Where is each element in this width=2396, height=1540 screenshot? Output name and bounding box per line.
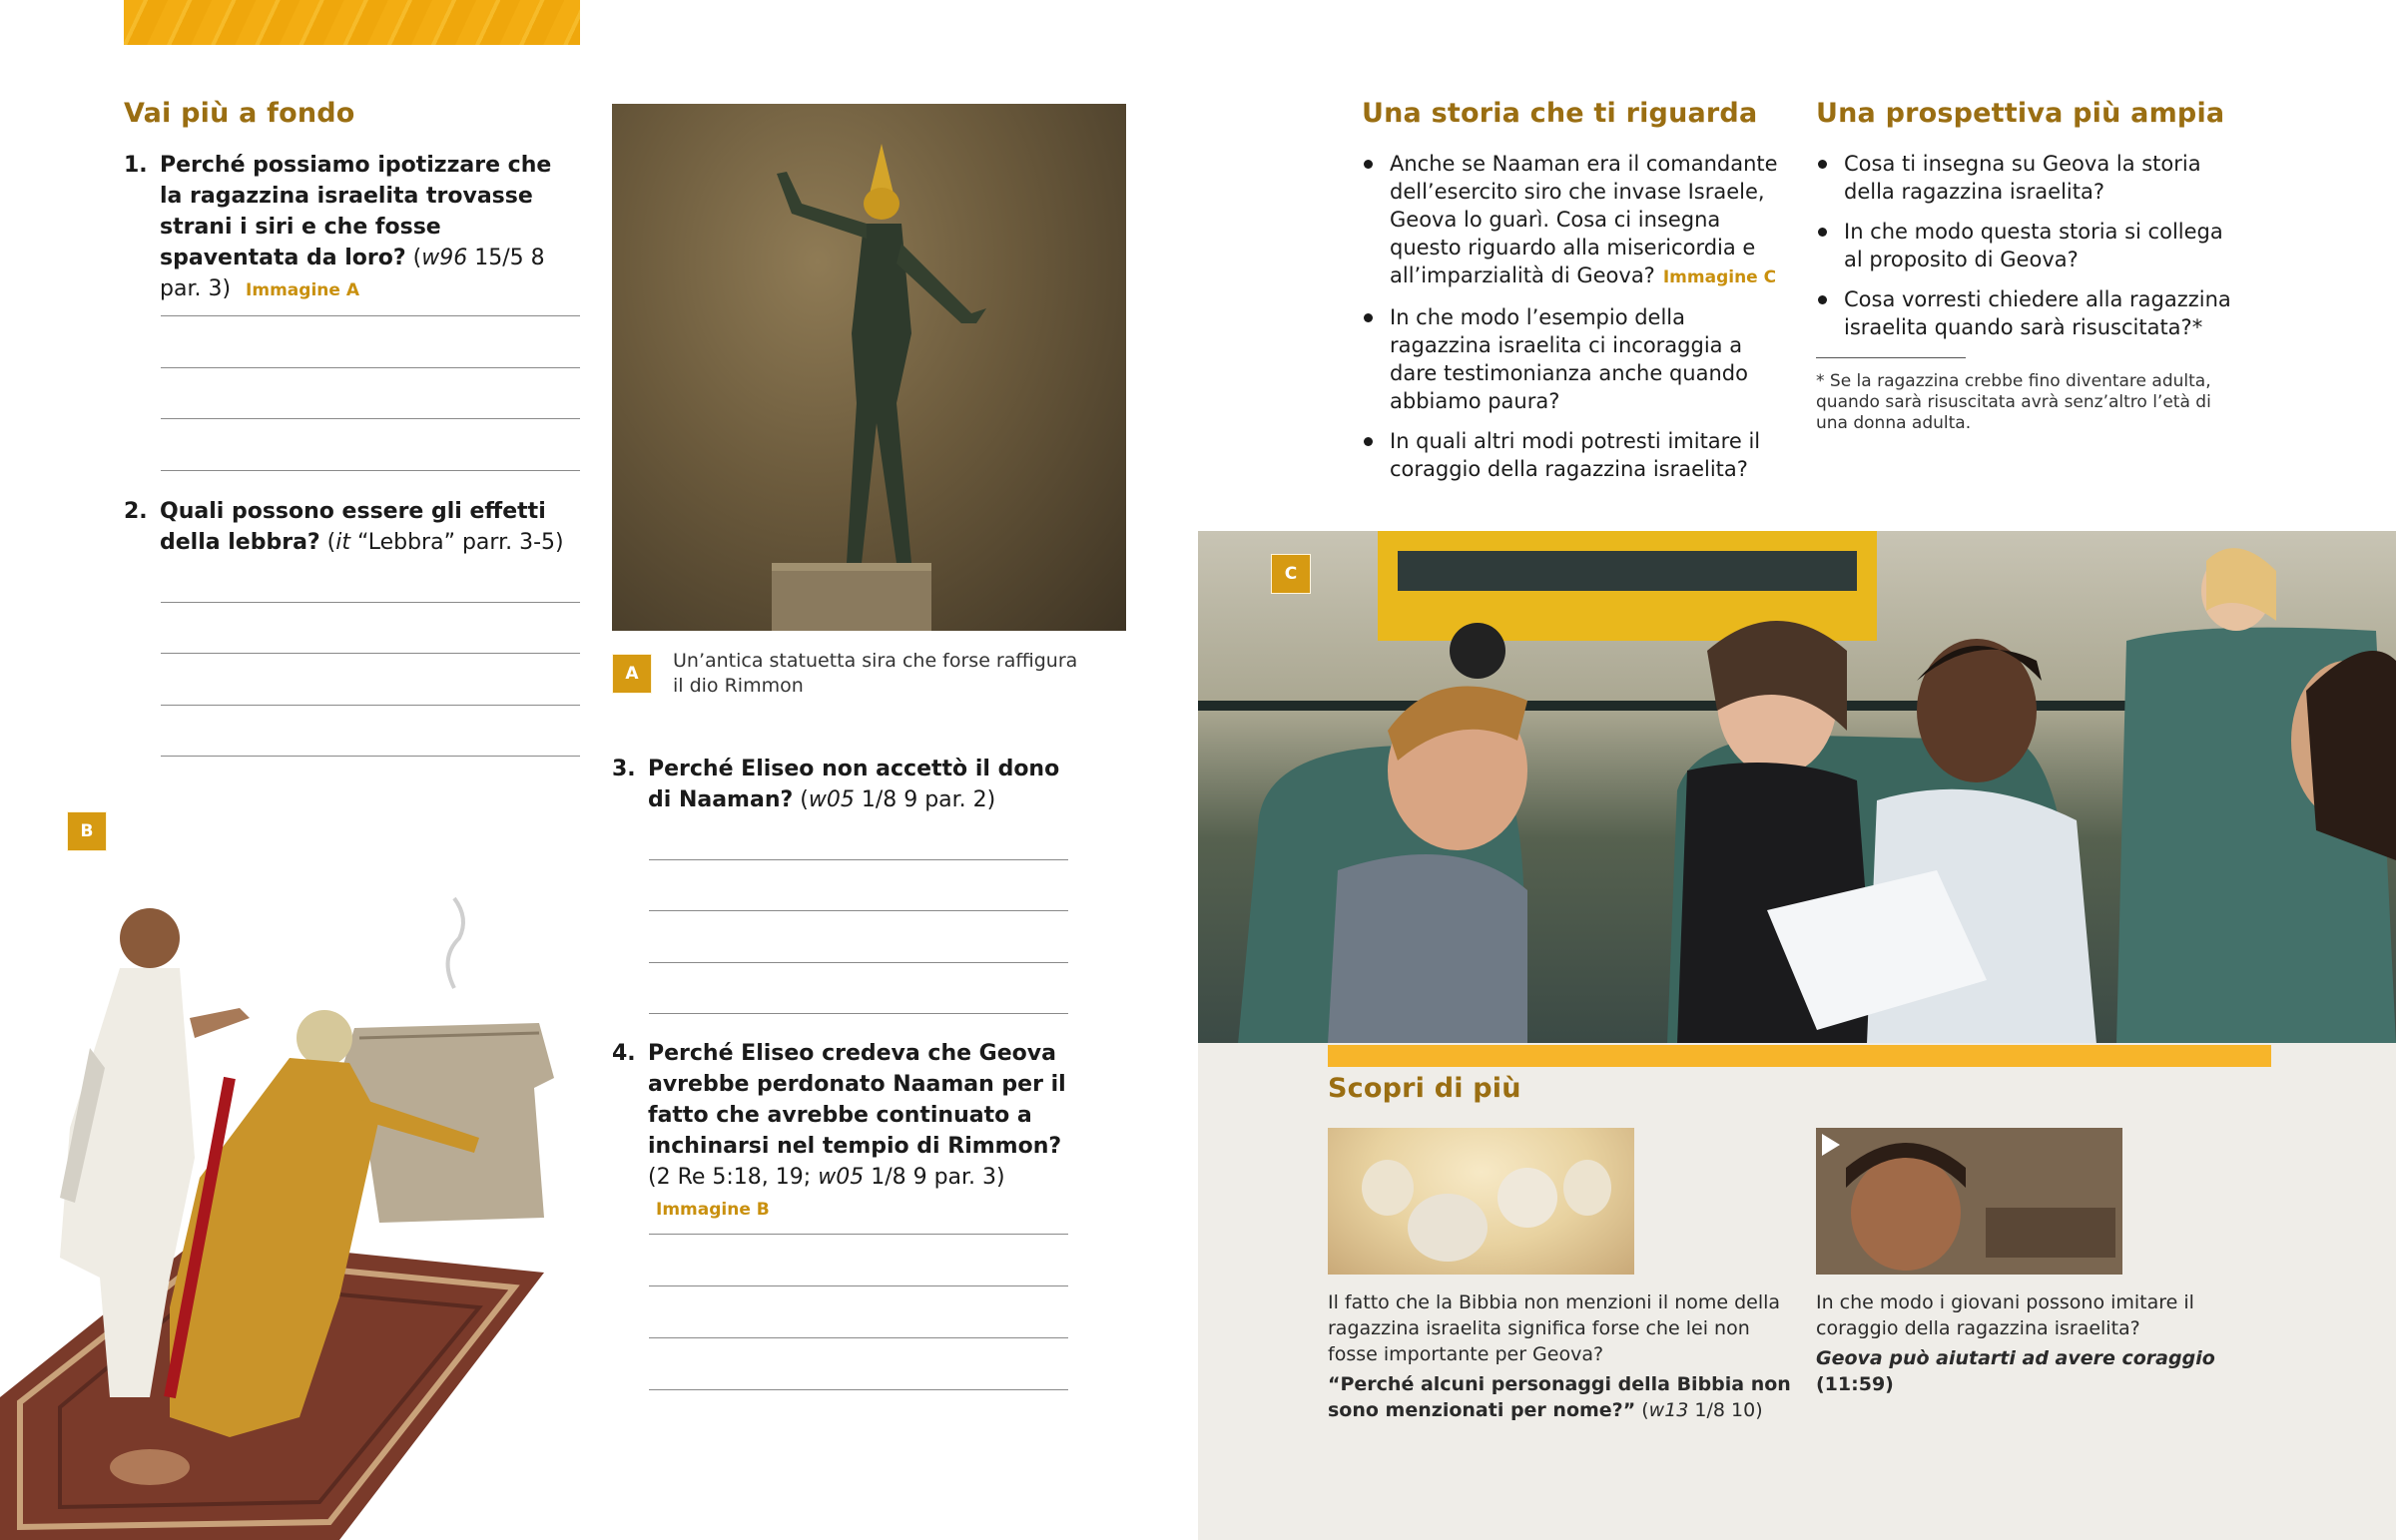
scopri-question: Il fatto che la Bibbia non menzioni il nome della ragazzina israelita significa forse che lei non fosse importante per Geova? [1328,1291,1781,1365]
question-number: 1. [124,153,148,178]
question-text: Perché possiamo ipotizzare che la ragazzina israelita trovasse strani i siri e che fosse spaventata da loro? [160,153,552,270]
section-heading-storia: Una storia che ti riguarda [1362,98,1758,129]
school-bus-photo [1198,531,2396,1044]
question-2: 2. Quali possono essere gli effetti della lebbra? (it “Lebbra” parr. 3-5) [124,496,583,558]
answer-line[interactable] [161,602,580,603]
image-reference: Immagine B [656,1200,770,1220]
answer-line[interactable] [649,910,1068,911]
answer-line[interactable] [649,859,1068,860]
video-art [1816,1128,2122,1275]
answer-line[interactable] [649,1337,1068,1338]
question-4: 4. Perché Eliseo credeva che Geova avrebbe perdonato Naaman per il fatto che avrebbe continuato a inchinarsi nel tempio di Rimmon? (2 Re 5:18, 19; w05 1/8 9 par. 3) Immagine B [612,1038,1081,1226]
image-tag-a: A [612,654,652,694]
answer-line[interactable] [649,1285,1068,1286]
bullet-item: In quali altri modi potresti imitare il coraggio della ragazzina israelita? [1362,427,1781,483]
answer-line[interactable] [161,470,580,471]
scopri-item-1 [1328,1289,1797,1423]
footnote-divider [1816,357,1966,358]
perspective-bullet-list [1816,150,2245,353]
answer-line[interactable] [161,367,580,368]
question-number: 2. [124,499,148,524]
question-number: 3. [612,757,636,781]
answer-line[interactable] [161,756,580,757]
answer-line[interactable] [161,653,580,654]
answer-line[interactable] [161,705,580,706]
footnote: * Se la ragazzina crebbe fino diventare adulta, quando sarà risuscitata avrà senz’altro l’età di una donna adulta. [1816,371,2211,433]
video-thumbnail[interactable] [1816,1128,2122,1275]
story-bullet-list [1362,150,1781,495]
section-heading-prospettiva: Una prospettiva più ampia [1816,98,2225,129]
video-link[interactable]: Geova può aiutarti ad avere coraggio (11:59) [1816,1347,2215,1395]
bullet-item: Cosa ti insegna su Geova la storia della ragazzina israelita? [1816,150,2245,206]
scopri-item-2 [1816,1289,2275,1397]
image-reference: Immagine C [1662,267,1777,287]
image-reference: Immagine A [246,280,359,300]
bus-scene-art [1198,531,2396,1044]
image-caption: Un’antica statuetta sira che forse raffigura il dio Rimmon [673,650,1078,697]
question-3: 3. Perché Eliseo non accettò il dono di Naaman? (w05 1/8 9 par. 2) [612,754,1081,815]
answer-line[interactable] [649,1234,1068,1235]
bullet-item: Cosa vorresti chiedere alla ragazzina israelita quando sarà risuscitata?* [1816,285,2245,341]
bullet-item: In che modo questa storia si collega al proposito di Geova? [1816,218,2245,273]
image-tag-b: B [67,811,107,851]
statuette-figure [612,104,1126,631]
scopri-accent-bar [1328,1045,2271,1067]
question-text: Perché Eliseo non accettò il dono di Naaman? [648,757,1060,812]
answer-line[interactable] [161,315,580,316]
question-text: Perché Eliseo credeva che Geova avrebbe perdonato Naaman per il fatto che avrebbe continuato a inchinarsi nel tempio di Rimmon? [648,1041,1066,1159]
bullet-item: Anche se Naaman era il comandante dell’esercito siro che invase Israele, Geova lo guarì. Cosa ci insegna questo riguardo alla misericordia e all’imparzialità di Geova? Immagine C [1362,150,1781,291]
image-tag-c: C [1271,554,1311,594]
section-heading-vai-piu-a-fondo: Vai più a fondo [124,98,355,129]
bullet-item: In che modo l’esempio della ragazzina israelita ci incoraggia a dare testimonianza anche quando abbiamo paura? [1362,303,1781,415]
question-text: Quali possono essere gli effetti della lebbra? [160,499,546,555]
illustration-art [0,878,589,1540]
answer-line[interactable] [649,1013,1068,1014]
scopri-question: In che modo i giovani possono imitare il coraggio della ragazzina israelita? [1816,1291,2194,1339]
statuette-photo [612,104,1126,631]
decorative-gold-band [124,0,580,45]
naaman-bowing-illustration [0,878,589,1540]
article-link[interactable]: “Perché alcuni personaggi della Bibbia non sono menzionati per nome?” (w13 1/8 10) [1328,1373,1791,1421]
answer-line[interactable] [161,418,580,419]
question-1: 1. Perché possiamo ipotizzare che la ragazzina israelita trovasse strani i siri e che fosse spaventata da loro? (w96 15/5 8 par. 3) Immagine A [124,150,573,306]
question-number: 4. [612,1041,636,1066]
answer-line[interactable] [649,1389,1068,1390]
angels-artwork-thumbnail[interactable] [1328,1128,1634,1275]
section-heading-scopri: Scopri di più [1328,1073,1521,1104]
answer-line[interactable] [649,962,1068,963]
angels-art [1328,1128,1634,1275]
